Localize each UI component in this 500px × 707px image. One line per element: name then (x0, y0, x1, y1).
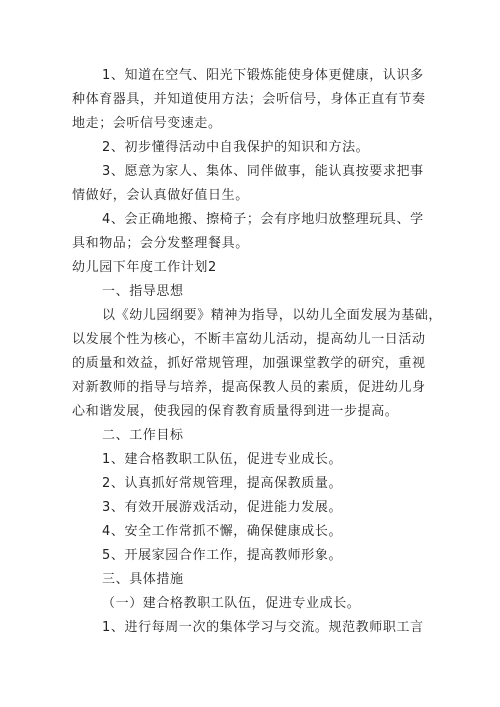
text-line: 以《幼儿园纲要》精神为指导，以幼儿全面发展为基础， (102, 308, 443, 323)
section-heading: 三、具体措施 (102, 572, 184, 587)
subsection-heading: （一）建合格教职工队伍，促进专业成长。 (102, 596, 361, 611)
text-line: 3、愿意为家人、集体、同伴做事，能认真按要求把事 (102, 164, 424, 179)
list-item: 4、安全工作常抓不懈，确保健康成长。 (102, 524, 343, 539)
text-line: 1、知道在空气、阳光下锻炼能使身体更健康，认识多 (102, 68, 424, 83)
text-line: 情做好，会认真做好值日生。 (72, 188, 249, 203)
list-item: 3、有效开展游戏活动，促进能力发展。 (102, 500, 343, 515)
text-line: 心和谐发展，使我园的保育教育质量得到进一步提高。 (72, 404, 399, 419)
text-line: 种体育器具，并知道使用方法；会听信号，身体正直有节奏 (72, 92, 426, 107)
text-line: 的质量和效益，抓好常规管理，加强课堂教学的研究，重视 (72, 356, 426, 371)
text-line: 以发展个性为核心，不断丰富幼儿活动，提高幼儿一日活动 (72, 332, 426, 347)
list-item: 1、建合格教职工队伍，促进专业成长。 (102, 452, 343, 467)
list-item: 2、认真抓好常规管理，提高保教质量。 (102, 476, 343, 491)
section-heading: 一、指导思想 (102, 284, 184, 299)
text-line: 地走；会听信号变速走。 (72, 116, 222, 131)
section-heading: 二、工作目标 (102, 428, 184, 443)
section-title: 幼儿园下年度工作计划2 (72, 260, 217, 275)
text-line: 具和物品；会分发整理餐具。 (72, 236, 249, 251)
text-line: 2、初步懂得活动中自我保护的知识和方法。 (102, 140, 370, 155)
text-line: 对新教师的指导与培养，提高保教人员的素质，促进幼儿身 (72, 380, 426, 395)
list-item: 5、开展家园合作工作，提高教师形象。 (102, 548, 343, 563)
text-line: 1、进行每周一次的集体学习与交流。规范教师职工言 (102, 620, 424, 635)
text-line: 4、会正确地搬、擦椅子；会有序地归放整理玩具、学 (102, 212, 424, 227)
